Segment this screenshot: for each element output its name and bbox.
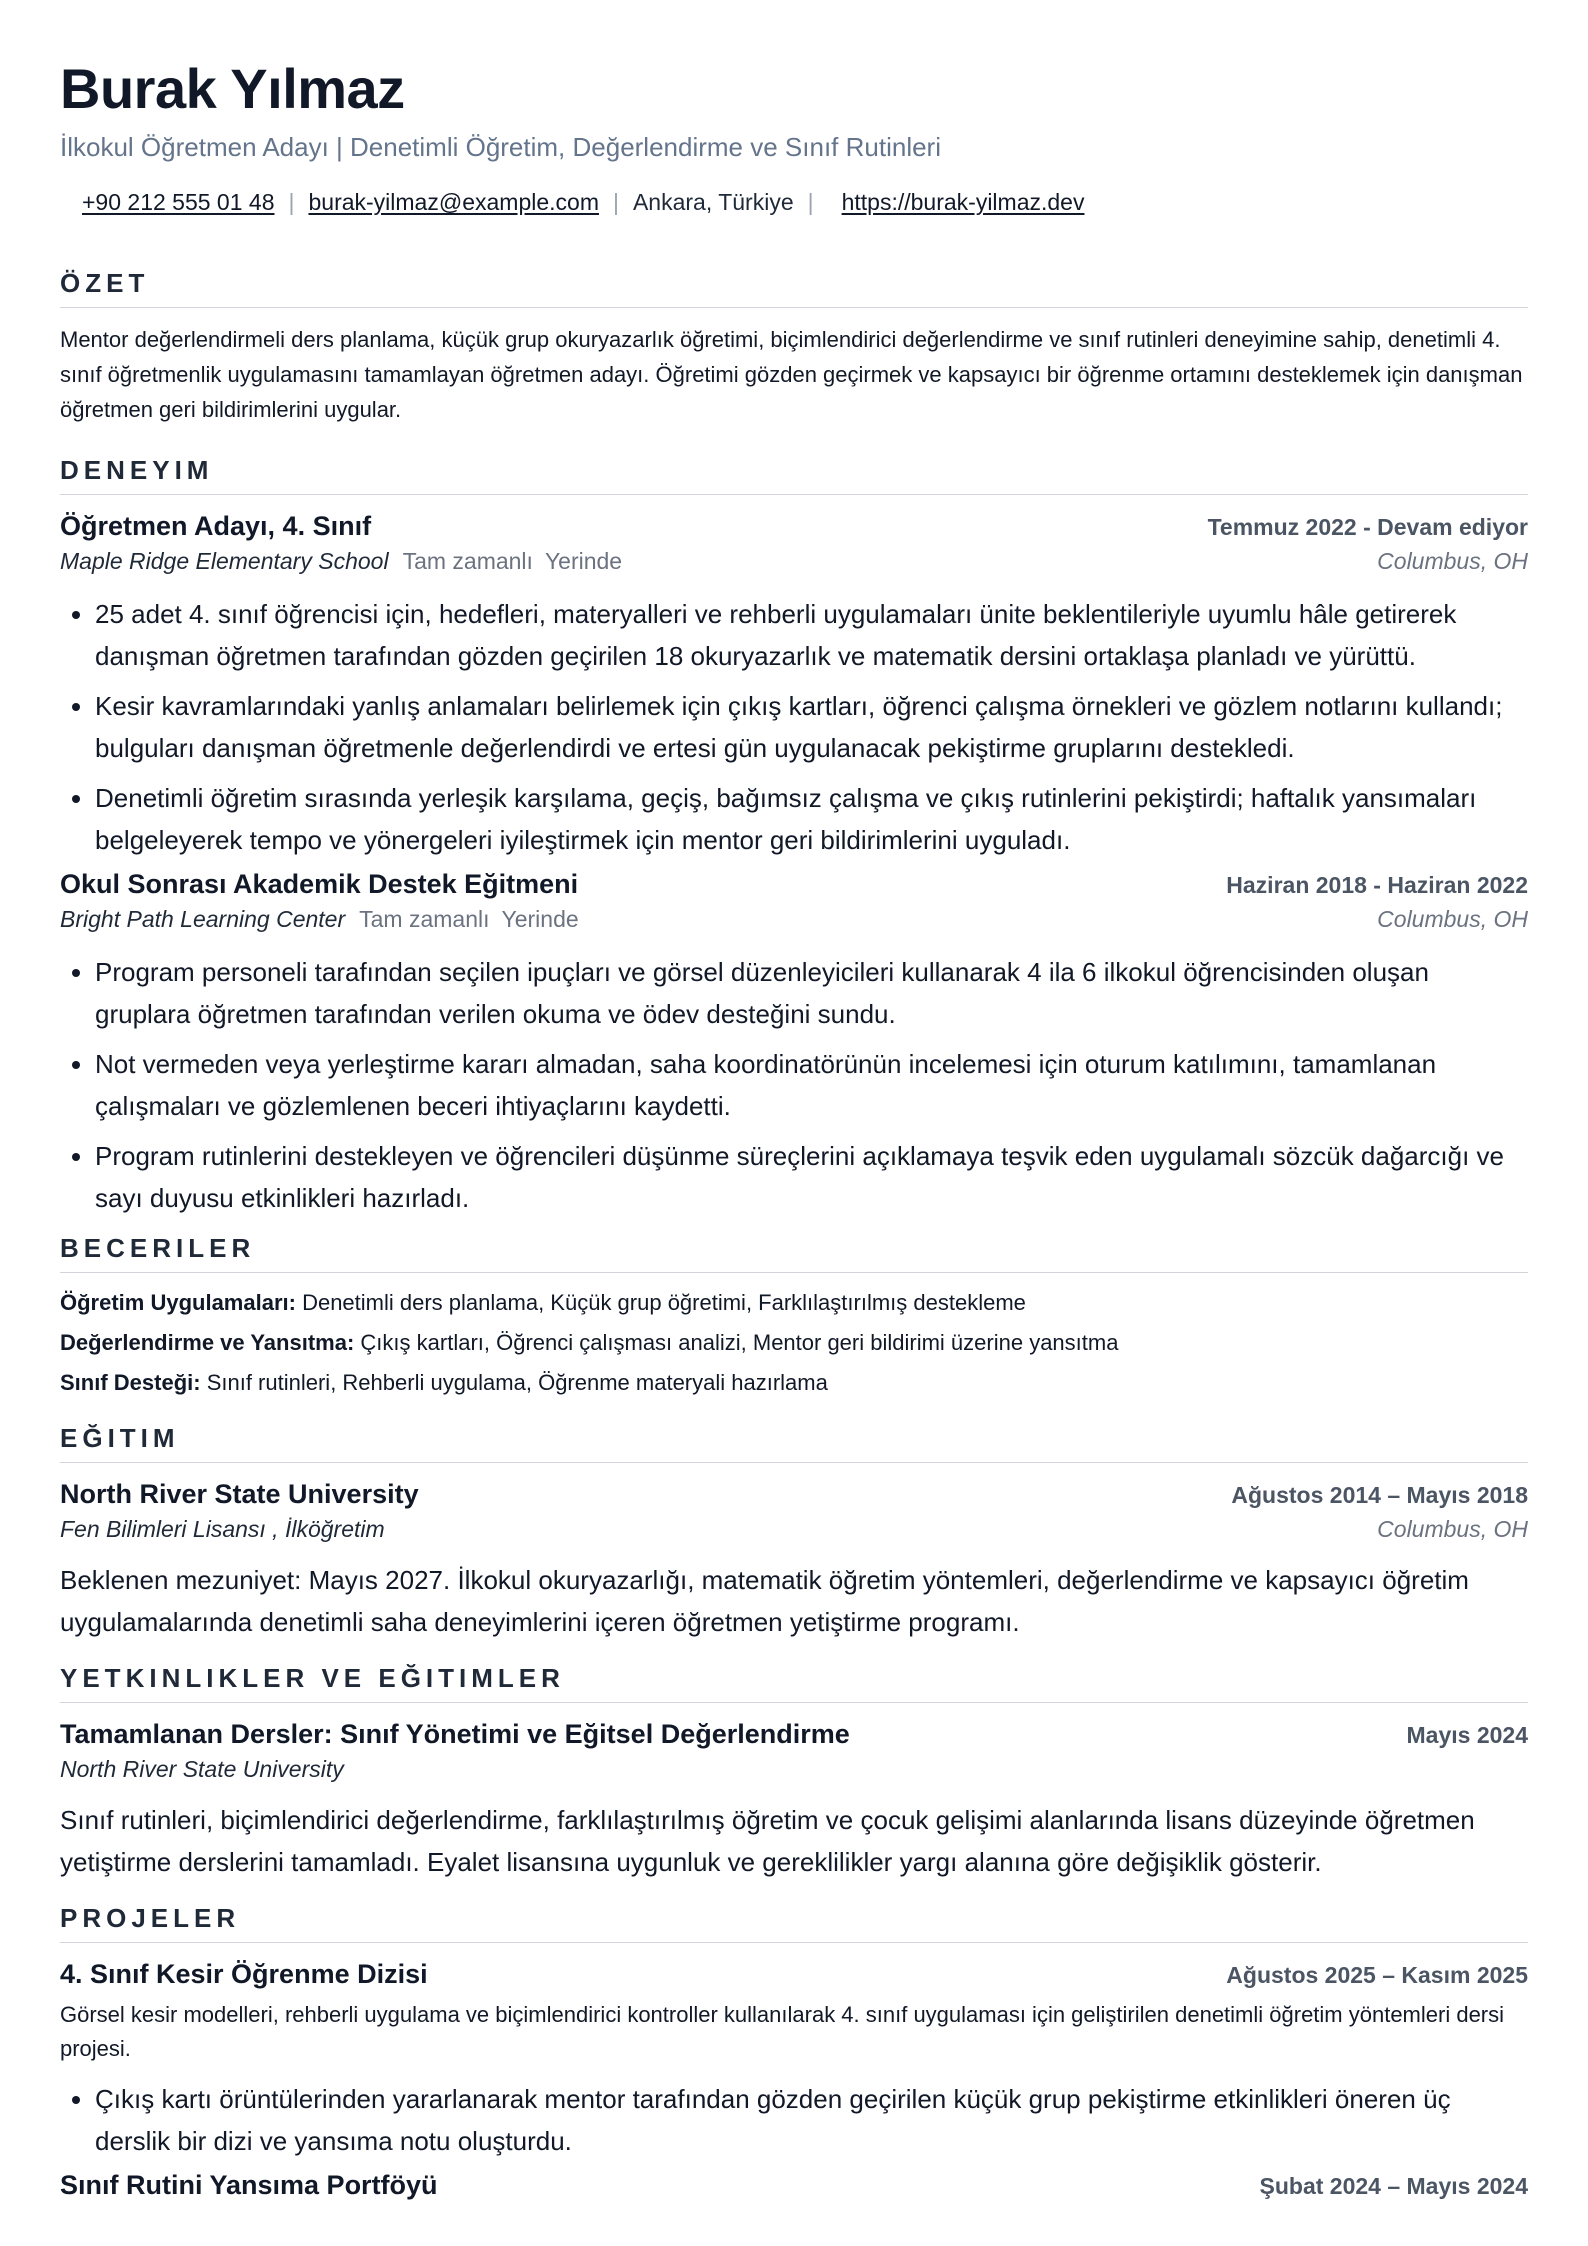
employment-type: Tam zamanlı [402, 547, 533, 574]
email-link[interactable]: burak-yilmaz@example.com [308, 188, 599, 215]
projects-section [60, 1903, 1528, 2201]
project-bullets [60, 2078, 1528, 2162]
skill-line [60, 1363, 1528, 1403]
bullet-item: • Çıkış kartı örüntülerinden yararlanarak mentor tarafından gözden geçirilen küçük grup pekiştirme etkinlikleri öneren üç derslik bir dizi ve yansıma notu oluşturdu. [95, 2078, 1528, 2162]
section-title: YETKINLIKLER VE EĞITIMLER [60, 1663, 1528, 1703]
project-entry [60, 2170, 1528, 2201]
job-title: Okul Sonrası Akademik Destek Eğitmeni [60, 868, 579, 899]
skill-values: Çıkış kartları, Öğrenci çalışması analizi, Mentor geri bildirimi üzerine yansıtma [360, 1329, 1119, 1355]
project-entry [60, 1959, 1528, 2162]
employer-name: Maple Ridge Elementary School [60, 547, 389, 574]
project-dates: Ağustos 2025 – Kasım 2025 [1226, 1961, 1528, 1988]
certification-description: Sınıf rutinleri, biçimlendirici değerlendirme, farklılaştırılmış öğretim ve çocuk gelişimi alanlarında lisans düzeyinde öğretmen yetiştirme derslerini tamamladı. Eyalet lisansına uygunluk ve gereklilikler yargı alanına göre değişiklik gösterir. [60, 1804, 1475, 1877]
summary-section [60, 268, 1528, 427]
summary-text: Mentor değerlendirmeli ders planlama, küçük grup okuryazarlık öğretimi, biçimlendirici değerlendirme ve sınıf rutinleri deneyimine sahip, denetimli 4. sınıf öğretmenlik uygulamasını tamamlayan öğretmen adayı. Öğretimi gözden geçirmek ve kapsayıcı bir öğrenme ortamını desteklemek için danışman öğretmen geri bildirimlerini uygular. [60, 326, 1523, 422]
skill-label: Sınıf Desteği: [60, 1369, 201, 1395]
job-location: Columbus, OH [1377, 547, 1528, 574]
school-location: Columbus, OH [1377, 1515, 1528, 1542]
skill-values: Denetimli ders planlama, Küçük grup öğretimi, Farklılaştırılmış destekleme [302, 1289, 1026, 1315]
education-description: Beklenen mezuniyet: Mayıs 2027. İlkokul okuryazarlığı, matematik öğretim yöntemleri, değerlendirme ve kapsayıcı öğretim uygulamalarında denetimli saha deneyimlerini içeren öğretmen yetiştirme programı. [60, 1564, 1469, 1637]
project-description: Görsel kesir modelleri, rehberli uygulama ve biçimlendirici kontroller kullanılarak 4. sınıf uygulaması için geliştirilen denetimli öğretim yöntemleri dersi projesi. [60, 2001, 1505, 2061]
location-text: Ankara, Türkiye [632, 188, 794, 215]
job-bullets [60, 593, 1528, 861]
certification-entry [60, 1719, 1528, 1883]
bullet-item: • Not vermeden veya yerleştirme kararı almadan, saha koordinatörünün incelemesi için oturum katılımını, tamamlanan çalışmaları ve gözlemlenen beceri ihtiyaçlarını kaydetti. [95, 1043, 1528, 1127]
certifications-section [60, 1663, 1528, 1883]
job-entry [60, 511, 1528, 861]
bullet-item: • Kesir kavramlarındaki yanlış anlamaları belirlemek için çıkış kartları, öğrenci çalışma örnekleri ve gözlem notlarını kullandı; bulguları danışman öğretmenle değerlendirdi ve ertesi gün uygulanacak pekiştirme gruplarını destekledi. [95, 685, 1528, 769]
certification-issuer: North River State University [60, 1755, 344, 1782]
school-name: North River State University [60, 1478, 419, 1509]
separator: | [288, 188, 295, 215]
section-title: PROJELER [60, 1903, 1528, 1943]
job-bullets [60, 951, 1528, 1219]
degree-name: Fen Bilimleri Lisansı , İlköğretim [60, 1515, 385, 1542]
education-entry [60, 1479, 1528, 1643]
job-title: Öğretmen Adayı, 4. Sınıf [60, 510, 372, 541]
section-title: EĞITIM [60, 1423, 1528, 1463]
work-mode: Yerinde [501, 905, 579, 932]
education-section [60, 1423, 1528, 1643]
bullet-item: • Program personeli tarafından seçilen ipuçları ve görsel düzenleyicileri kullanarak 4 ila 6 ilkokul öğrencisinden oluşan gruplara öğretmen tarafından verilen okuma ve ödev desteğini sundu. [95, 951, 1528, 1035]
phone-link[interactable]: +90 212 555 01 48 [82, 188, 275, 215]
job-location: Columbus, OH [1377, 905, 1528, 932]
bullet-item: • Denetimli öğretim sırasında yerleşik karşılama, geçiş, bağımsız çalışma ve çıkış rutinlerini pekiştirdi; haftalık yansımaları belgeleyerek tempo ve yönergeleri iyileştirmek için mentor geri bildirimlerini uyguladı. [95, 777, 1528, 861]
education-dates: Ağustos 2014 – Mayıs 2018 [1231, 1481, 1528, 1508]
skill-line [60, 1283, 1528, 1323]
project-name: Sınıf Rutini Yansıma Portföyü [60, 2169, 438, 2200]
skill-values: Sınıf rutinleri, Rehberli uygulama, Öğrenme materyali hazırlama [206, 1369, 828, 1395]
skill-label: Değerlendirme ve Yansıtma: [60, 1329, 355, 1355]
bullet-item: • 25 adet 4. sınıf öğrencisi için, hedefleri, materyalleri ve rehberli uygulamaları ünite beklentileriyle uyumlu hâle getirerek danışman öğretmen tarafından gözden geçirilen 18 okuryazarlık ve matematik dersini ortaklaşa planladı ve yürüttü. [95, 593, 1528, 677]
website-link[interactable]: https://burak-yilmaz.dev [841, 188, 1085, 215]
contact-bar [60, 189, 1528, 216]
skill-label: Öğretim Uygulamaları: [60, 1289, 296, 1315]
project-name: 4. Sınıf Kesir Öğrenme Dizisi [60, 1958, 428, 1989]
candidate-name: Burak Yılmaz [60, 57, 405, 120]
separator: | [807, 188, 814, 215]
job-dates: Temmuz 2022 - Devam ediyor [1207, 513, 1528, 540]
skill-line [60, 1323, 1528, 1363]
skills-section [60, 1233, 1528, 1403]
section-title: BECERILER [60, 1233, 1528, 1273]
certification-name: Tamamlanan Dersler: Sınıf Yönetimi ve Eğitsel Değerlendirme [60, 1718, 850, 1749]
certification-date: Mayıs 2024 [1406, 1721, 1528, 1748]
employer-name: Bright Path Learning Center [60, 905, 346, 932]
section-title: ÖZET [60, 268, 1528, 308]
employment-type: Tam zamanlı [359, 905, 490, 932]
job-dates: Haziran 2018 - Haziran 2022 [1226, 871, 1528, 898]
bullet-item: • Program rutinlerini destekleyen ve öğrencileri düşünme süreçlerini açıklamaya teşvik eden uygulamalı sözcük dağarcığı ve sayı duyusu etkinlikleri hazırladı. [95, 1135, 1528, 1219]
project-dates: Şubat 2024 – Mayıs 2024 [1259, 2172, 1528, 2199]
job-entry [60, 869, 1528, 1219]
separator: | [612, 188, 619, 215]
candidate-headline: İlkokul Öğretmen Adayı | Denetimli Öğretim, Değerlendirme ve Sınıf Rutinleri [60, 131, 941, 162]
experience-section [60, 455, 1528, 1219]
section-title: DENEYIM [60, 455, 1528, 495]
work-mode: Yerinde [544, 547, 623, 574]
